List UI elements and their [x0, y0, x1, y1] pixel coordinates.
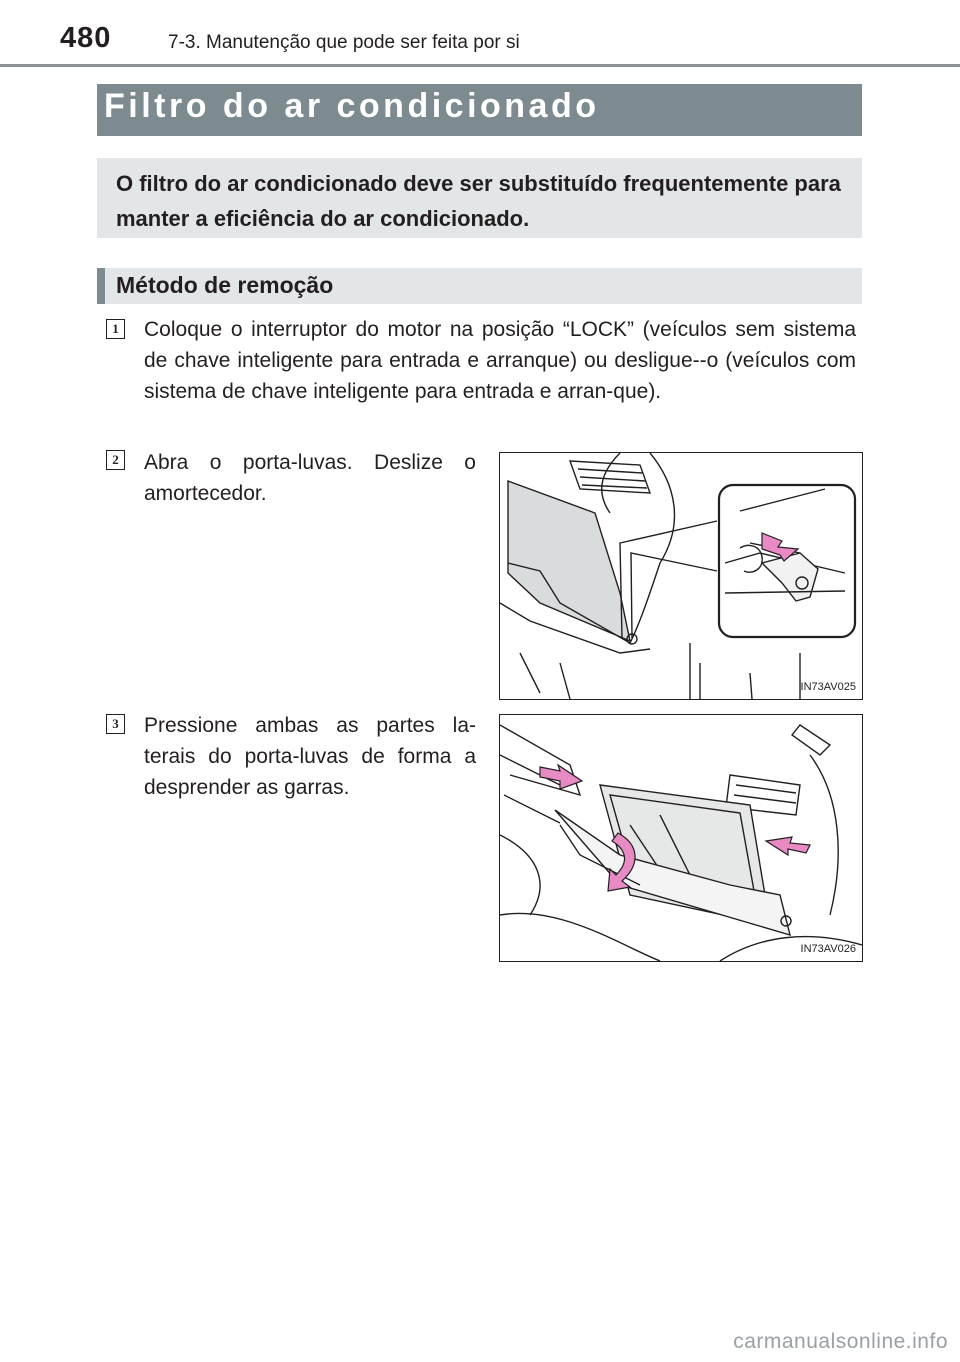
- figure-glovebox-sides: [499, 714, 863, 962]
- step-1-number: 1: [106, 319, 125, 339]
- step-3-number: 3: [106, 714, 125, 734]
- step-2-number: 2: [106, 450, 125, 470]
- step-1-text: Coloque o interruptor do motor na posição “LOCK” (veículos sem sistema de chave inteligente para entrada e arranque) ou desligue--o (veículos com sistema de chave inteligente para entrada e arran-que).: [144, 318, 856, 403]
- figure-code-2: IN73AV026: [800, 943, 856, 955]
- header-rule: [0, 64, 960, 67]
- page-number: 480: [60, 22, 112, 54]
- footer-watermark: carmanualsonline.info: [733, 1330, 948, 1353]
- running-head: 7-3. Manutenção que pode ser feita por si: [168, 32, 520, 53]
- figure-code-1: IN73AV025: [800, 681, 856, 693]
- glovebox-damper-illustration: [500, 453, 862, 699]
- subsection-accent: [97, 268, 105, 304]
- subsection-title: Método de remoção: [116, 272, 334, 298]
- intro-text: O filtro do ar condicionado deve ser substituído frequentemente para manter a eficiência do ar condicionado.: [116, 171, 841, 231]
- section-title: Filtro do ar condicionado: [104, 87, 600, 125]
- figure-glovebox-damper: [499, 452, 863, 700]
- step-2-text: Abra o porta-luvas. Deslize o amortecedor.: [144, 451, 476, 505]
- step-3-text: Pressione ambas as partes la-terais do porta-luvas de forma a desprender as garras.: [144, 714, 476, 799]
- glovebox-sides-illustration: [500, 715, 862, 961]
